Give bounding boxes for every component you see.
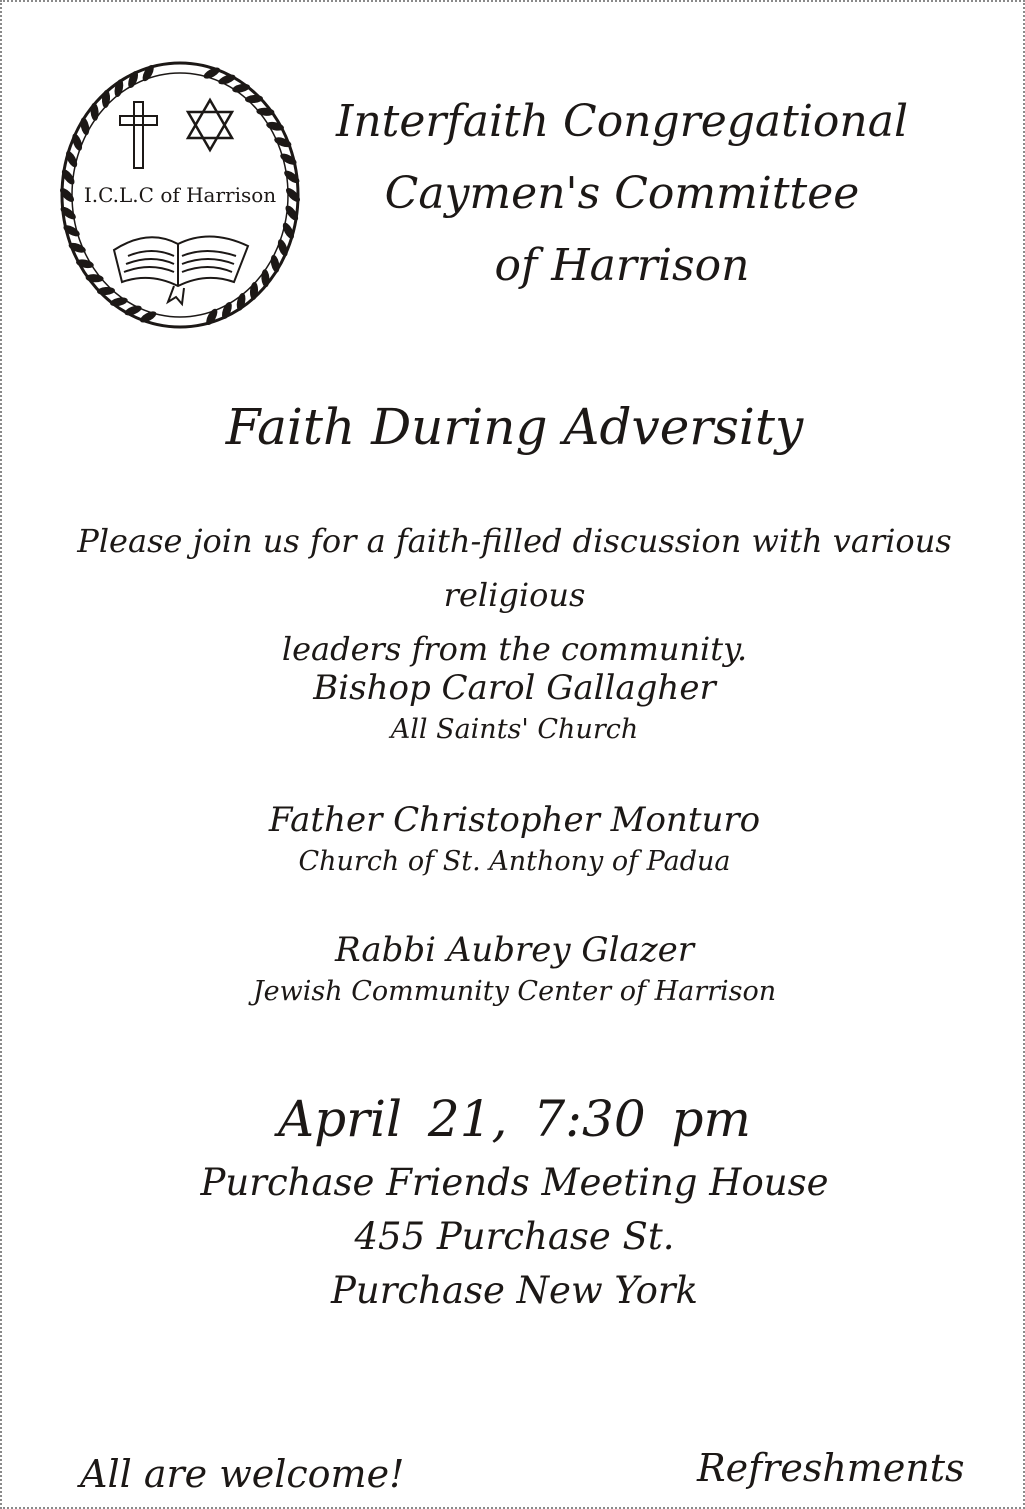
org-line-1: Interfaith Congregational: [335, 96, 909, 147]
laurel-leaf: [101, 90, 110, 109]
address-line-1: 455 Purchase St.: [354, 1215, 675, 1258]
intro-line-1: Please join us for a faith-filled discussion with various religious: [77, 522, 952, 614]
star-of-david-icon: [188, 100, 232, 150]
speaker-affiliation: Church of St. Anthony of Padua: [298, 846, 731, 877]
laurel-leaf: [90, 103, 99, 122]
laurel-leaf: [97, 286, 116, 295]
organization-name: [332, 86, 912, 302]
speaker-3: [2, 928, 1025, 1012]
iclc-logo: [50, 50, 310, 340]
laurel-leaf: [245, 94, 264, 103]
laurel-leaf: [261, 269, 270, 288]
speaker-affiliation: All Saints' Church: [390, 714, 639, 745]
welcome-note: All are welcome!: [80, 1452, 405, 1496]
event-date: April 21,: [278, 1090, 508, 1148]
org-line-3: of Harrison: [494, 240, 750, 291]
speaker-name: Father Christopher Monturo: [268, 800, 761, 840]
logo-text: I.C.L.C of Harrison: [83, 183, 277, 207]
laurel-leaf: [113, 79, 125, 98]
org-line-2: Caymen's Committee: [384, 168, 860, 219]
laurel-leaf: [256, 107, 275, 116]
laurel-leaf: [249, 282, 258, 301]
speaker-name: Bishop Carol Gallagher: [313, 668, 716, 708]
laurel-leaf: [235, 292, 247, 311]
event-title: Faith During Adversity: [225, 398, 804, 456]
event-venue: [2, 1156, 1025, 1318]
address-line-2: Purchase New York: [331, 1269, 698, 1312]
event-datetime: [2, 1090, 1025, 1148]
event-intro: [2, 514, 1025, 676]
speaker-affiliation: Jewish Community Center of Harrison: [252, 976, 777, 1007]
venue-name: Purchase Friends Meeting House: [200, 1161, 829, 1204]
speaker-2: [2, 798, 1025, 882]
cross-icon: [120, 102, 157, 168]
open-book-icon: [114, 236, 248, 304]
laurel-leaf: [231, 82, 250, 94]
speaker-1: [2, 666, 1025, 750]
refreshments-note: Refreshments: [697, 1446, 965, 1490]
intro-line-2: leaders from the community.: [281, 630, 748, 668]
laurel-leaf: [109, 296, 128, 308]
speaker-name: Rabbi Aubrey Glazer: [334, 930, 695, 970]
event-time: 7:30 pm: [533, 1090, 751, 1148]
laurel-leaf: [85, 274, 104, 283]
